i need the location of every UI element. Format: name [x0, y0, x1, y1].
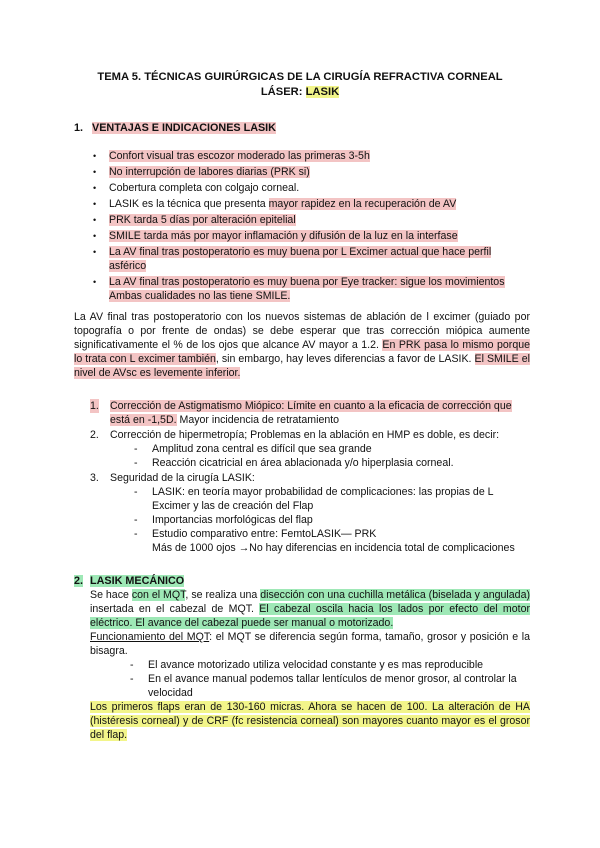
title-highlight: LASIK — [305, 86, 340, 98]
sub-list — [110, 442, 530, 470]
list-item: • La AV final tras postoperatorio es muy buena por Eye tracker: sigue los movimientos Ambas cualidades no las tiene SMILE. — [93, 275, 523, 303]
sub-list — [110, 485, 530, 555]
mqt-function-paragraph: Funcionamiento del MQT: el MQT se diferencia según forma, tamaño, grosor y posición e la bisagra. — [90, 631, 530, 657]
title-line-1: TEMA 5. TÉCNICAS GUIRÚRGICAS DE LA CIRUGÍA REFRACTIVA CORNEAL — [97, 71, 503, 83]
section-2-heading — [74, 574, 184, 588]
sub-list-item: - Importancias morfológicas del flap — [134, 513, 530, 527]
list-item: • Confort visual tras escozor moderado las primeras 3-5h — [93, 149, 523, 163]
list-item: • LASIK es la técnica que presenta mayor rapidez en la recuperación de AV — [93, 197, 523, 211]
list-item: • PRK tarda 5 días por alteración epitelial — [93, 213, 523, 227]
section-1-number: 1. — [74, 122, 84, 134]
list-item: 2. Corrección de hipermetropía; Problemas en la ablación en HMP es doble, es decir: - Amplitud zona central es difícil que sea grande - Reacción cicatricial en área ablacionada y/o hiperplasia corneal. — [90, 428, 530, 470]
section-1-heading — [74, 121, 276, 135]
mecanico-paragraph: Se hace con el MQT, se realiza una disección con una cuchilla metálica (biselada y angulada) insertada en el cabezal de MQT. El cabezal oscila hacia los lados por efecto del motor eléctrico. El avance del cabezal puede ser manual o motorizado. — [90, 589, 531, 629]
title-line-2 — [40, 85, 560, 100]
list-item: 3. Seguridad de la cirugía LASIK: - LASIK: en teoría mayor probabilidad de complicaciones: las propias de L Excimer y las de creación del Flap - Importancias morfológicas del flap - Estudio comparativo entre: FemtoLASIK— PRK Más de 1000 ojos →No hay diferencias en incidencia total de complicaciones — [90, 471, 530, 555]
list-item: • SMILE tarda más por mayor inflamación y difusión de la luz en la interfase — [93, 229, 523, 243]
list-item: • No interrupción de labores diarias (PRK si) — [93, 165, 523, 179]
av-paragraph: La AV final tras postoperatorio con los nuevos sistemas de ablación de l excimer (guiado por topografía o por frente de ondas) se debe esperar que tras corrección miópica aumente significativamente el % de los ojos que alcance AV mayor a 1.2. En PRK pasa lo mismo porque lo trata con L excimer también, sin embargo, hay leves diferencias a favor de LASIK. El SMILE el nivel de AVsc es levemente inferior. — [74, 311, 531, 379]
section-2-title: LASIK MECÁNICO — [90, 575, 185, 587]
section-2-number: 2. — [74, 575, 84, 587]
page-title — [40, 70, 560, 100]
sub-list-item: - El avance motorizado utiliza velocidad constante y es mas reproducible — [130, 658, 554, 672]
list-item: • La AV final tras postoperatorio es muy buena por L Excimer actual que hace perfil asférico — [93, 245, 523, 273]
sub-list-item: - LASIK: en teoría mayor probabilidad de complicaciones: las propias de L Excimer y las de creación del Flap — [134, 485, 530, 513]
mqt-sub-list — [106, 658, 554, 700]
advantages-list — [93, 149, 523, 305]
title-prefix: LÁSER: — [260, 86, 306, 98]
list-item: • Cobertura completa con colgajo corneal. — [93, 181, 523, 195]
sub-list-item: - Amplitud zona central es difícil que sea grande — [134, 442, 530, 456]
sub-list-item: - Estudio comparativo entre: FemtoLASIK— PRK Más de 1000 ojos →No hay diferencias en incidencia total de complicaciones — [134, 527, 530, 555]
section-1-title: VENTAJAS E INDICACIONES LASIK — [92, 122, 276, 134]
list-item: 1. Corrección de Astigmatismo Miópico: Límite en cuanto a la eficacia de corrección que está en -1,5D. Mayor incidencia de retratamiento — [90, 400, 512, 426]
numbered-list — [90, 399, 530, 556]
flap-paragraph: Los primeros flaps eran de 130-160 micras. Ahora se hacen de 100. La alteración de HA (histéresis corneal) y de CRF (fc resistencia corneal) son mayores cuanto mayor es el grosor del flap. — [90, 701, 530, 741]
sub-list-item: - Reacción cicatricial en área ablacionada y/o hiperplasia corneal. — [134, 456, 530, 470]
sub-list-item: - En el avance manual podemos tallar lentículos de menor grosor, al controlar la velocidad — [130, 672, 554, 700]
